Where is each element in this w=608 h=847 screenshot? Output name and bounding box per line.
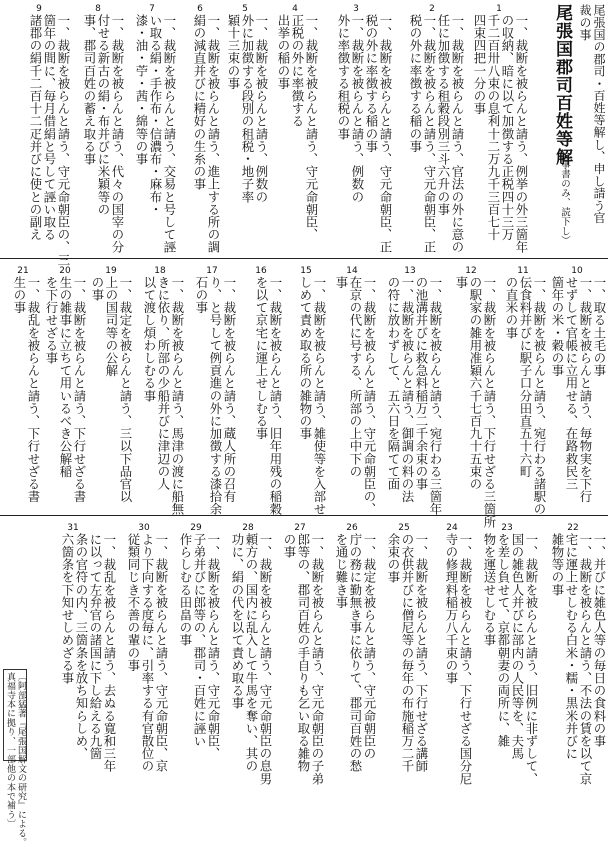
article-line: 一、裁定を被らんと請う、三以下品官以 [118,276,133,503]
title-column [531,0,605,256]
article-line: 正税の外に率徴する [290,14,305,128]
article-line: 一、裁断を被らんと請う、旧例に非ずして、 [524,533,539,785]
article-number: 26 [346,523,358,533]
article-number: 1 [496,4,502,14]
article-line: 一、裁断を被らんと請う、下行せざる書 [72,276,87,503]
article-line: 一、裁断を被らんと請う、守元命朝臣、正 [422,14,437,254]
article-22 [540,519,607,785]
article-line: 外に率徴する租税の事 [336,14,351,140]
article-line: きに依り、所部の少船并びに津辺の人 [156,276,171,491]
article-line: 一、裁断を被らんと請う、守元命朝臣の、 [362,276,377,516]
band-top [0,0,608,266]
source-note-line: 〔阿部猛著『尾張国解文の研究』による。 [16,672,26,847]
article-line: 一、裁乱を被らんと請う、下行せざる書 [26,276,41,503]
article-number: 13 [404,266,416,276]
article-line: 一、裁断を被らんと請う、旧年用残の稲穀 [268,276,283,516]
article-line: 諸郡の絹千二百十二疋并びに使との副え [28,14,43,241]
article-line: 一、裁断を被らんと請う、宛行わる三箇年 [428,276,443,516]
article-line: 一、裁断を被らんと請う、守元命朝臣の、三 [56,14,71,266]
article-line: 箇年の米・穀の事 [550,276,565,377]
article-line: 一、裁断を被らんと請う、例数の [350,14,365,203]
article-line: 生の事 [12,276,27,314]
intro-line: 尾張国の郡司・百姓等解し、申し請う官 [592,4,606,224]
article-17 [188,262,237,516]
article-line: 功に、絹の代を以て責め取る事 [230,533,245,710]
article-line: 上の国司等の公解 [104,276,119,377]
article-line: 一、裁断を被らんと請う、下行せざる講師 [414,533,429,773]
source-note [3,669,27,847]
article-line: の衣供并びに僧尼等の毎年の布施稲万二千 [400,533,415,773]
article-line: 任に加徴する租穀段別三斗六升の事 [436,14,451,216]
article-line: 一、裁断を被らんと請う、代々の国宰の分 [110,14,125,254]
intro-text [577,4,605,254]
article-line: 子弟并びに郎等の、郡司・百姓に誣い [192,533,207,748]
article-line: 頼方の、国内に乱入して牛馬を奪い、其の [244,533,259,773]
article-line: 一、并びに雑色人等の毎日の食料の事 [592,533,607,748]
article-number: 17 [206,266,218,276]
article-number: 31 [67,523,79,533]
article-line: せずして官帳に立用せる、在路救民三 [564,276,579,491]
article-line: の駅家の雑用准穎六千七百九十五束の [468,276,483,491]
article-number: 9 [36,4,42,14]
article-number: 19 [105,266,117,276]
article-line: 以て渡し煩わしむる事 [142,276,157,402]
divider [0,515,608,516]
article-line: の符に放わずして、五六日を隔てて面 [386,276,401,491]
article-line: 伝食料并びに駅子口分田直五十六町 [518,276,533,478]
article-line: 雑物等の事 [550,533,565,596]
article-line: 一、取る土毛の事 [592,276,607,377]
article-line: 外に加徴する段別の租税・地子率 [240,14,255,203]
article-line: を以て京宅に運上せしむる事 [254,276,269,440]
article-20 [44,262,86,513]
article-line: 国の雑色人并びに部内の人民等を、夫馬 [510,533,525,760]
article-number: 2 [429,4,435,14]
article-29 [172,519,220,764]
article-line: 一、裁断を被らんと請う、毎物実を下行 [578,276,593,503]
article-3 [320,0,392,256]
article-number: 14 [346,266,358,276]
article-26 [328,519,377,773]
article-line: 一、裁断を被らんと請う、蔵人所の召有 [222,276,237,503]
article-number: 24 [446,523,458,533]
article-line: 一、裁断を被らんと請う、御調の料の法 [400,276,415,503]
article-line: を通じ難き事 [334,533,349,609]
article-line: を下行せざる事 [44,276,59,365]
article-line: 一、裁断を被らんと請う、交易と号して誣 [162,14,177,254]
article-14 [328,262,377,516]
article-line: 一、裁断を被らんと請う、下行せざる国分尼 [458,533,473,785]
article-number: 6 [197,4,203,14]
article-line: 余束の事 [386,533,401,584]
band-bottom [0,519,608,847]
article-line: を差し負せて、京都朝妻の両所に、雑 [496,533,511,748]
article-16 [240,262,283,516]
article-line: 一、裁断を被らんと請う、不法の賃を以て京 [578,533,593,785]
article-line: しめて責め取る所の雑物の事 [298,276,313,440]
article-number: 20 [59,266,71,276]
article-21 [6,262,40,513]
article-number: 10 [571,266,583,276]
article-line: の事 [282,533,297,559]
article-line: 石の事 [194,276,209,314]
article-line: 作らしむる田畠の事 [178,533,193,647]
intro-line: 裁の事 [578,4,592,41]
article-25 [380,519,429,773]
article-line: 一、裁断を被らんと請う、進上する所の調 [206,14,221,254]
article-24 [432,519,473,785]
article-6 [180,0,220,256]
article-line: 生の雑事に立ちて用いるべき公解稲 [58,276,73,478]
article-line: 漆・油・苧・茜・綿等の事 [134,14,149,166]
article-line: の事 [90,276,105,302]
article-15 [286,262,327,516]
article-line: 絹の減直并びに精好の生糸の事 [192,14,207,191]
article-number: 21 [17,266,29,276]
article-line: 税の外に率徴する稲の事 [364,14,379,153]
article-4 [272,0,318,256]
article-line: 在京の代に号する、所部の上中下の [348,276,363,478]
article-13 [378,262,443,516]
article-line: の池溝并びに救急料稲万二千余束の事 [414,276,429,491]
article-number: 18 [154,266,166,276]
page-title: 尾張国郡司百姓等解 [552,4,572,166]
article-line: 一、裁断を被らんと請う、馬津の渡に船無 [170,276,185,516]
article-line: 付せる新古の絹・布并びに米穎等の [96,14,111,216]
article-1 [470,0,528,256]
article-line: 六箇条を下知せしめざる事 [60,533,75,685]
page-subtitle: （事書のみ、読下し） [559,150,570,245]
article-line: 一、裁断を被らんと請う、宛行わる諸駅の [532,276,547,516]
article-line: 箇年の間に、毎月借絹と号して誣い取る [42,14,57,241]
article-number: 15 [300,266,312,276]
article-line: 一、裁乱を被らんと請う、去ぬる寛和三年 [102,533,117,773]
article-number: 30 [138,523,150,533]
article-line: 一、裁断を被らんと請う、守元命朝臣、 [304,14,319,241]
article-line: より下向する度毎に、引率する有官散位の [140,533,155,773]
article-30 [120,519,169,773]
article-11 [500,262,547,516]
article-line: 一、裁断を被らんと請う、守元命朝臣の息男 [258,533,273,785]
article-number: 12 [465,266,477,276]
article-line: り、と号して例貢進の外に加徴する漆拾余 [208,276,223,516]
article-8 [72,0,124,256]
article-31 [30,519,117,773]
article-number: 29 [190,523,202,533]
article-line: 事 [454,276,469,289]
article-line: 寺の修理料稲万八千束の事 [444,533,459,685]
article-line: 従類同じき不善の輩の事 [126,533,141,672]
article-line: 庁の務に勤無き事に依りて、郡司百姓の愁 [348,533,363,773]
article-28 [224,519,273,785]
article-line: 事、郡司百姓の蓄え取る事 [82,14,97,166]
article-line: 一、裁定を被らんと請う、守元命朝臣の [362,533,377,760]
article-line: 一、裁断を被らんと請う、例挙の外三箇年 [514,14,529,254]
article-line: い取る絹・手作布・信濃布・麻布・ [148,14,163,216]
article-number: 22 [567,523,579,533]
article-number: 11 [517,266,529,276]
article-line: 一、裁断を被らんと請う、守元命朝臣、正 [378,14,393,254]
article-9 [8,0,71,266]
article-line: 郎等の、郡司百姓の手自りも乞い取る雑物 [296,533,311,773]
article-line: 一、裁断を被らんと請う、守元命朝臣の子弟 [310,533,325,785]
article-10 [548,262,606,513]
article-number: 8 [95,4,101,14]
article-number: 28 [242,523,254,533]
article-line: 一、裁断を被らんと請う、例数の [254,14,269,203]
article-line: 一、裁断を被らんと請う、守元命朝臣、京 [154,533,169,773]
article-line: の直米の事 [504,276,519,339]
article-7 [128,0,176,256]
article-number: 4 [292,4,298,14]
article-line: 一、裁断を被らんと請う、官法の外に意の [450,14,465,254]
article-line: 一、裁断を被らんと請う、守元命朝臣、 [206,533,221,760]
article-number: 16 [255,266,267,276]
article-2 [400,0,464,256]
article-line: 物を運送せしむる事 [482,533,497,647]
article-number: 5 [242,4,248,14]
divider [0,258,608,259]
article-line: 条の官符の内、三箇条を放ち知らしめ、 [74,533,89,760]
article-number: 27 [294,523,306,533]
article-number: 3 [353,4,359,14]
article-number: 7 [149,4,155,14]
article-line: 出挙の稲の事 [276,14,291,90]
article-27 [276,519,325,785]
article-number: 23 [501,523,513,533]
article-line: 四束四把一分の事 [472,14,487,115]
article-line: 税の外に率徴する稲の事 [408,14,423,153]
article-line: 一、裁断を被らんと請う、雑使等を入部せ [312,276,327,516]
article-line: 宅に運上せしむる白米・糯・黒米并びに [564,533,579,760]
article-line: に以って左弁官の諸国に下し給える九箇 [88,533,103,760]
article-line: 千二百卅八束の息利十二万九千三百七十 [486,14,501,241]
article-line: 事 [334,276,349,289]
article-18 [136,262,185,516]
article-line: 一、裁断を被らんと請う、下行せざる三箇所 [482,276,497,528]
article-23 [476,519,539,785]
article-number: 25 [398,523,410,533]
article-5 [222,0,268,256]
article-line: 穎十三束の事 [226,14,241,90]
article-19 [90,262,132,513]
article-line: の収納、暗に以て加徴する正税四十三万 [500,14,515,241]
source-note-line: 真福寺本に拠り、一部他の本で補う〕 [5,672,15,829]
